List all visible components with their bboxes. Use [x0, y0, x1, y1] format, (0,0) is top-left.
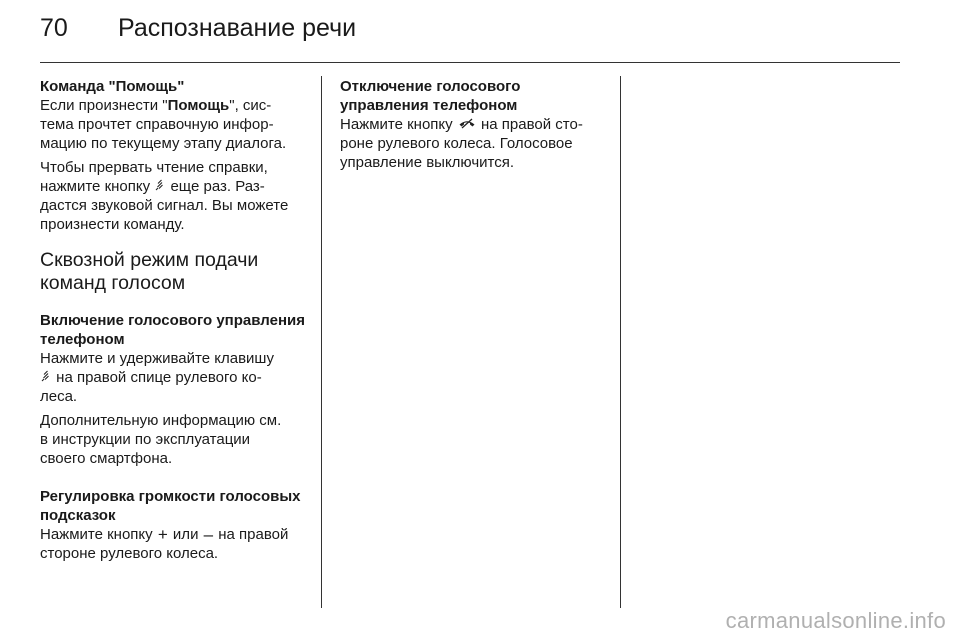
- deactivate-heading-line-2: управления телефоном: [340, 97, 518, 114]
- deactivate-text-a2: на правой сто-: [476, 116, 583, 133]
- volume-text-a1: Нажмите кнопку: [40, 526, 157, 543]
- volume-text-a3: на правой: [214, 526, 289, 543]
- deactivate-paragraph: [340, 115, 608, 172]
- column-divider-1: [321, 76, 322, 608]
- activate2-text-a: Дополнительную информацию см.: [40, 412, 282, 429]
- deactivate-heading-line-1: Отключение голосового: [340, 78, 521, 95]
- help-paragraph-2: [40, 158, 308, 234]
- help2-text-c: дастся звуковой сигнал. Вы можете: [40, 197, 289, 214]
- page-title: Распознавание речи: [118, 14, 357, 42]
- help-keyword: Помощь: [167, 97, 230, 114]
- volume-text-a2: или: [168, 526, 203, 543]
- deactivate-text-a1: Нажмите кнопку: [340, 116, 457, 133]
- help2-text-a: Чтобы прервать чтение справки,: [40, 159, 268, 176]
- volume-heading: [40, 487, 308, 525]
- help-text-a: Если произнести ": [40, 97, 168, 114]
- activate-heading-line-1: Включение голосового управления: [40, 312, 305, 329]
- deactivate-text-c: управление выключится.: [340, 154, 515, 171]
- plus-icon: +: [157, 525, 168, 544]
- help2-text-b1: нажмите кнопку: [40, 178, 155, 195]
- deactivate-heading: [340, 77, 608, 115]
- minus-icon: –: [203, 525, 214, 544]
- volume-paragraph: [40, 525, 308, 563]
- help-text-d: мацию по текущему этапу диалога.: [40, 135, 287, 152]
- header-rule: [40, 62, 900, 63]
- volume-text-b: стороне рулевого колеса.: [40, 545, 219, 562]
- help-paragraph-1: [40, 96, 308, 153]
- volume-heading-line-1: Регулировка громкости голосовых: [40, 488, 301, 505]
- column-middle: [340, 77, 608, 177]
- volume-heading-line-2: подсказок: [40, 507, 116, 524]
- voice-command-icon: [41, 368, 51, 387]
- voice-command-icon: [155, 177, 165, 196]
- help2-text-b2: еще раз. Раз-: [166, 178, 265, 195]
- help-heading: Команда "Помощь": [40, 78, 185, 95]
- watermark: carmanualsonline.info: [725, 608, 946, 633]
- activate-paragraph-1: [40, 349, 308, 406]
- column-left: [40, 77, 308, 568]
- activate-heading: [40, 311, 308, 349]
- page-number: 70: [40, 14, 68, 42]
- column-divider-2: [620, 76, 621, 608]
- phone-hangup-icon: [458, 115, 476, 134]
- section-title: [40, 249, 308, 295]
- activate-paragraph-2: [40, 411, 308, 468]
- page-header: [40, 14, 900, 48]
- help-text-b: ", сис-: [229, 97, 272, 114]
- activate2-text-b: в инструкции по эксплуатации: [40, 431, 251, 448]
- deactivate-text-b: роне рулевого колеса. Голосовое: [340, 135, 573, 152]
- activate-text-a: Нажмите и удерживайте клавишу: [40, 350, 274, 367]
- activate2-text-c: своего смартфона.: [40, 450, 173, 467]
- activate-text-b: на правой спице рулевого ко-: [52, 369, 262, 386]
- help2-text-d: произнести команду.: [40, 216, 185, 233]
- activate-text-c: леса.: [40, 388, 78, 405]
- section-title-line-1: Сквозной режим подачи: [40, 249, 259, 271]
- section-title-line-2: команд голосом: [40, 272, 186, 294]
- help-text-c: тема прочтет справочную инфор-: [40, 116, 274, 133]
- activate-heading-line-2: телефоном: [40, 331, 125, 348]
